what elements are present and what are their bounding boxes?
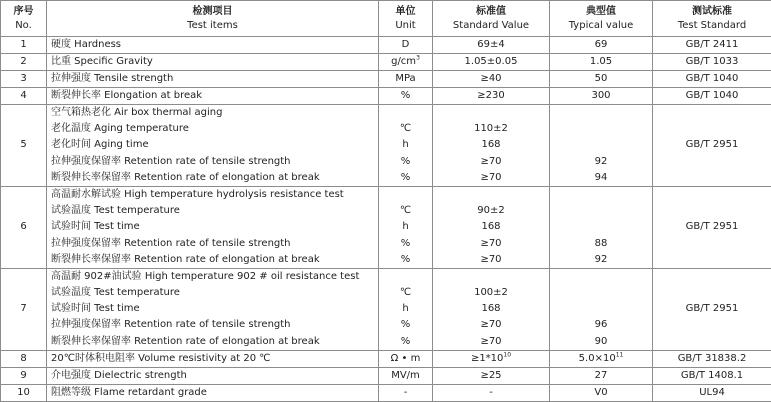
typical-line [550, 269, 652, 285]
table-row-group [1, 186, 771, 268]
unit-line: % [400, 237, 411, 249]
table-row-group [1, 105, 771, 187]
row-item: 硬度 Hardness [47, 37, 379, 54]
typical-base: 5.0×10 [578, 352, 616, 364]
row-no: 10 [1, 384, 47, 401]
row-standard-lines [433, 268, 550, 350]
typical-line [550, 219, 652, 235]
header-test-standard: 测试标准 Test Standard [653, 1, 771, 37]
standard-line: ≥70 [480, 171, 502, 183]
row-test-standard: GB/T 2951 [653, 186, 771, 268]
row-test-standard: GB/T 2411 [653, 37, 771, 54]
unit-line: % [400, 155, 411, 167]
row-typical-lines [550, 186, 653, 268]
row-unit: % [379, 88, 433, 105]
row-typical: 50 [550, 71, 653, 88]
unit-line: ℃ [399, 287, 412, 299]
item-line: 拉伸强度保留率 Retention rate of tensile strength [51, 319, 291, 331]
row-item: 20℃时体积电阻率 Volume resistivity at 20 ℃ [47, 350, 379, 367]
row-no: 4 [1, 88, 47, 105]
typical-line: 88 [594, 237, 608, 249]
item-line: 高温耐 902#油试验 High temperature 902 # oil resistance test [51, 270, 360, 282]
row-standard: ≥40 [433, 71, 550, 88]
row-standard: ≥230 [433, 88, 550, 105]
row-typical-lines [550, 268, 653, 350]
item-line: 老化时间 Aging time [51, 139, 149, 151]
item-line: 断裂伸长率保留率 Retention rate of elongation at break [51, 253, 320, 265]
unit-line: h [402, 139, 409, 151]
typical-line [550, 137, 652, 153]
table-row [1, 384, 771, 401]
item-line: 拉伸强度保留率 Retention rate of tensile strength [51, 237, 291, 249]
standard-line: 110±2 [474, 123, 508, 135]
item-line: 断裂伸长率保留率 Retention rate of elongation at break [51, 171, 320, 183]
table-row [1, 88, 771, 105]
row-no: 5 [1, 105, 47, 187]
standard-line: ≥70 [480, 335, 502, 347]
item-line: 断裂伸长率保留率 Retention rate of elongation at break [51, 335, 320, 347]
unit-line: % [400, 335, 411, 347]
table-row [1, 71, 771, 88]
row-unit: MPa [379, 71, 433, 88]
item-line: 老化温度 Aging temperature [51, 123, 189, 135]
table-row-group [1, 268, 771, 350]
row-test-standard: GB/T 31838.2 [653, 350, 771, 367]
standard-line [433, 269, 549, 285]
typical-line: 90 [594, 335, 608, 347]
standard-line: ≥70 [480, 155, 502, 167]
typical-exponent: 11 [615, 351, 624, 359]
row-typical: 27 [550, 367, 653, 384]
row-unit [379, 54, 433, 71]
unit-line: % [400, 171, 411, 183]
row-standard-lines [433, 105, 550, 187]
row-standard: 1.05±0.05 [433, 54, 550, 71]
row-item-lines [47, 105, 379, 187]
row-unit: D [379, 37, 433, 54]
row-item: 比重 Specific Gravity [47, 54, 379, 71]
row-test-standard: GB/T 1033 [653, 54, 771, 71]
unit-line [379, 187, 432, 203]
row-item: 拉伸强度 Tensile strength [47, 71, 379, 88]
unit-line: % [400, 253, 411, 265]
standard-line: 168 [481, 221, 501, 233]
row-item: 介电强度 Dielectric strength [47, 367, 379, 384]
row-item: 断裂伸长率 Elongation at break [47, 88, 379, 105]
header-typical-value: 典型值 Typical value [550, 1, 653, 37]
item-line: 拉伸强度保留率 Retention rate of tensile strength [51, 155, 291, 167]
row-no: 6 [1, 186, 47, 268]
row-standard: ≥25 [433, 367, 550, 384]
typical-line [550, 187, 652, 203]
row-typical: V0 [550, 384, 653, 401]
typical-line: 92 [594, 253, 608, 265]
row-item-lines [47, 186, 379, 268]
item-line: 试验温度 Test temperature [51, 205, 180, 217]
row-test-standard: UL94 [653, 384, 771, 401]
row-no: 9 [1, 367, 47, 384]
row-typical: 69 [550, 37, 653, 54]
row-typical-lines [550, 105, 653, 187]
header-test-items: 检测项目 Test items [47, 1, 379, 37]
unit-superscript: 3 [416, 54, 420, 62]
row-test-standard: GB/T 1040 [653, 88, 771, 105]
row-standard: 69±4 [433, 37, 550, 54]
row-typical: 300 [550, 88, 653, 105]
standard-line: 168 [481, 139, 501, 151]
typical-line [550, 105, 652, 121]
row-unit: Ω • m [379, 350, 433, 367]
standard-line: ≥70 [480, 319, 502, 331]
row-no: 7 [1, 268, 47, 350]
typical-line [550, 121, 652, 137]
unit-line: % [400, 319, 411, 331]
standard-line: ≥70 [480, 253, 502, 265]
row-no: 8 [1, 350, 47, 367]
item-line: 试验时间 Test time [51, 221, 140, 233]
unit-line: h [402, 221, 409, 233]
typical-line [550, 301, 652, 317]
row-standard-lines [433, 186, 550, 268]
row-unit-lines [379, 105, 433, 187]
item-line: 试验时间 Test time [51, 303, 140, 315]
typical-line [550, 203, 652, 219]
header-no: 序号 No. [1, 1, 47, 37]
typical-line: 94 [594, 171, 608, 183]
row-test-standard: GB/T 1408.1 [653, 367, 771, 384]
standard-line: ≥70 [480, 237, 502, 249]
unit-line [379, 105, 432, 121]
row-item-lines [47, 268, 379, 350]
row-unit: MV/m [379, 367, 433, 384]
typical-line: 96 [594, 319, 608, 331]
row-standard: - [433, 384, 550, 401]
header-unit: 单位 Unit [379, 1, 433, 37]
table-row [1, 350, 771, 367]
typical-line: 92 [594, 155, 608, 167]
item-line: 试验温度 Test temperature [51, 287, 180, 299]
table-row [1, 37, 771, 54]
standard-line [433, 187, 549, 203]
row-typical: 1.05 [550, 54, 653, 71]
row-item: 阻燃等级 Flame retardant grade [47, 384, 379, 401]
row-test-standard: GB/T 2951 [653, 268, 771, 350]
standard-line [433, 105, 549, 121]
row-typical [550, 350, 653, 367]
row-unit-lines [379, 186, 433, 268]
header-row [1, 1, 771, 37]
row-unit: - [379, 384, 433, 401]
row-test-standard: GB/T 1040 [653, 71, 771, 88]
unit-base: g/cm [391, 56, 417, 67]
row-no: 1 [1, 37, 47, 54]
row-no: 3 [1, 71, 47, 88]
typical-line [550, 285, 652, 301]
unit-line: ℃ [399, 123, 412, 135]
standard-exponent: 10 [503, 351, 512, 359]
item-line: 高温耐水解试验 High temperature hydrolysis resistance test [51, 188, 344, 200]
row-unit-lines [379, 268, 433, 350]
unit-line: ℃ [399, 205, 412, 217]
row-test-standard: GB/T 2951 [653, 105, 771, 187]
table-row [1, 54, 771, 71]
row-standard [433, 350, 550, 367]
unit-line [379, 269, 432, 285]
unit-line: h [402, 303, 409, 315]
standard-line: 168 [481, 303, 501, 315]
header-standard-value: 标准值 Standard Value [433, 1, 550, 37]
row-no: 2 [1, 54, 47, 71]
item-line: 空气箱热老化 Air box thermal aging [51, 107, 223, 118]
table-row [1, 367, 771, 384]
standard-base: ≥1*10 [470, 352, 504, 364]
standard-line: 100±2 [474, 287, 508, 299]
standard-line: 90±2 [477, 205, 505, 217]
